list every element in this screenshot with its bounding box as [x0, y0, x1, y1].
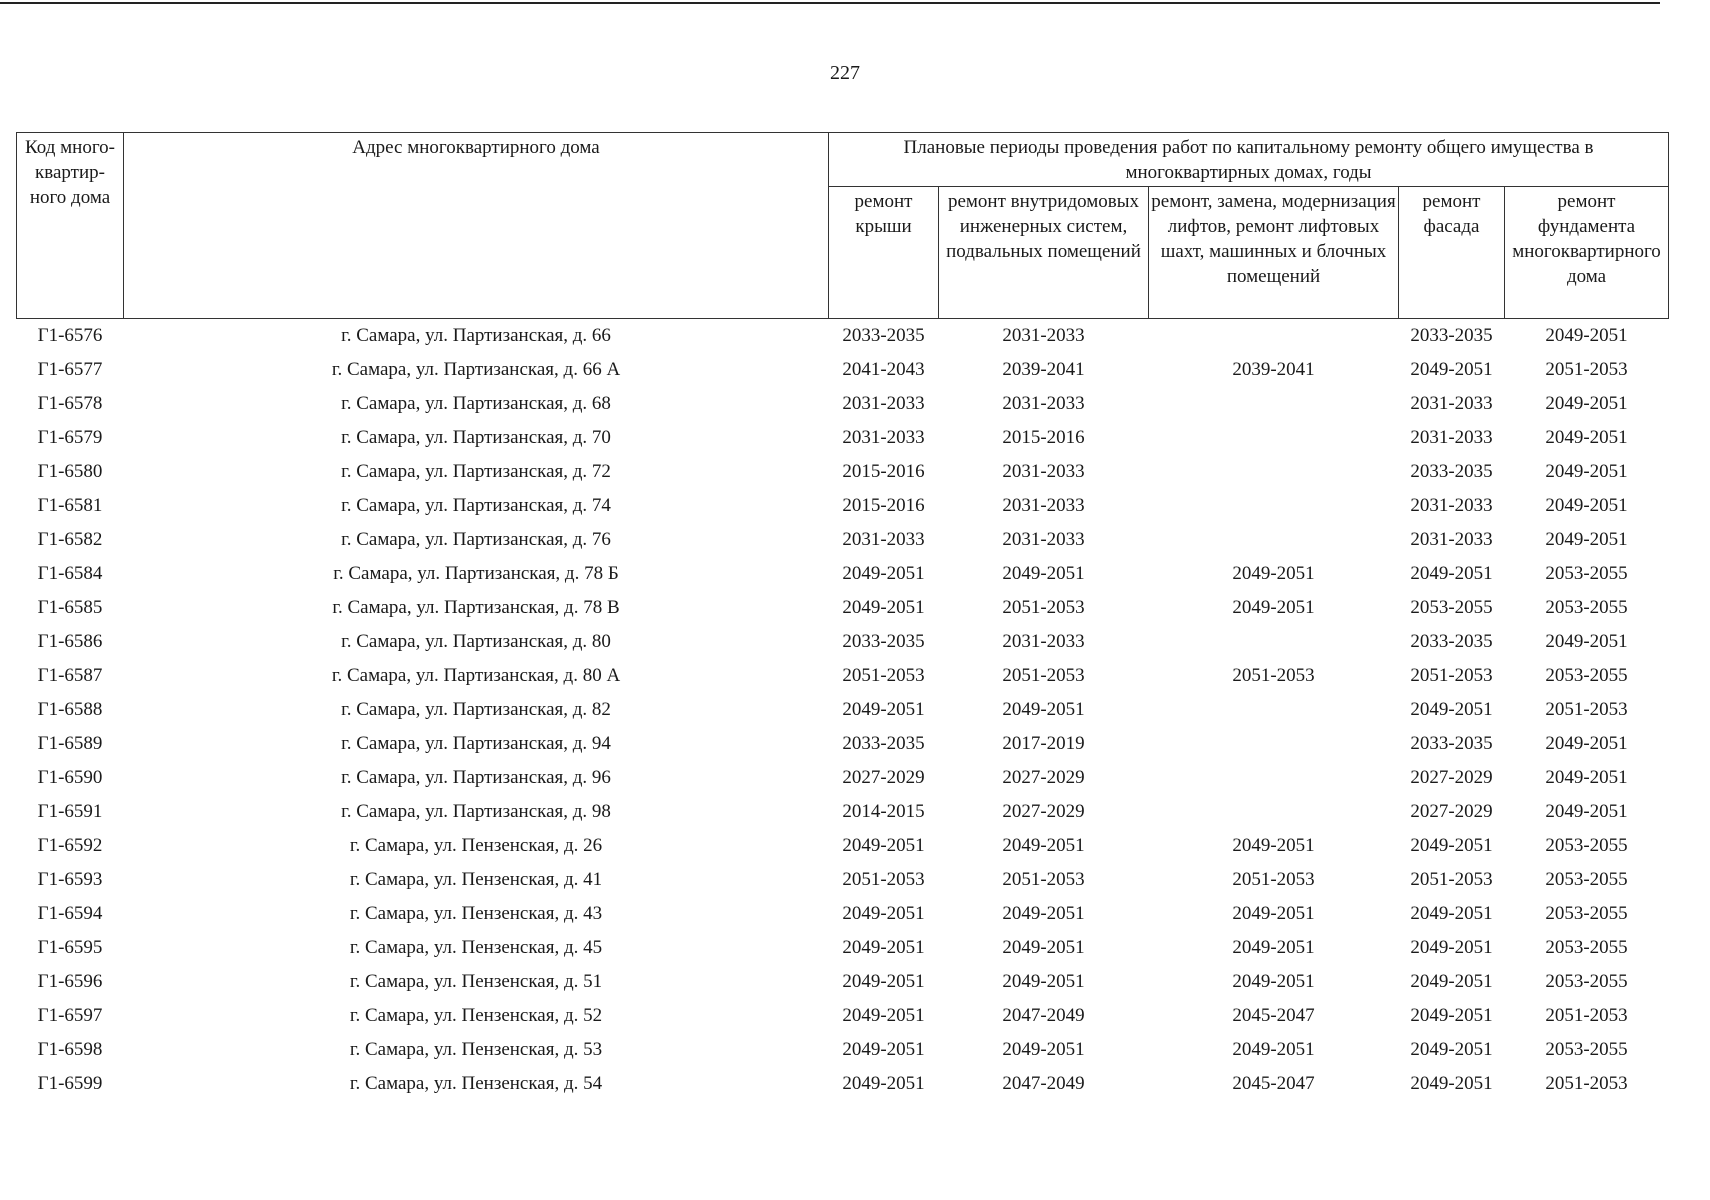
cell-engineering: 2031-2033 [1002, 461, 1085, 482]
cell-roof: 2033-2035 [842, 733, 925, 754]
cell-elevators: 2051-2053 [1232, 665, 1315, 686]
cell-address: г. Самара, ул. Партизанская, д. 72 [341, 461, 611, 482]
cell-elevators [1149, 523, 1399, 557]
cell-facade: 2049-2051 [1410, 359, 1493, 380]
cell-code: Г1-6584 [37, 563, 103, 584]
cell-address: г. Самара, ул. Партизанская, д. 68 [341, 393, 611, 414]
cell-code: Г1-6580 [37, 461, 103, 482]
cell-engineering: 2031-2033 [1002, 393, 1085, 414]
cell-address: г. Самара, ул. Партизанская, д. 74 [341, 495, 611, 516]
table-row [17, 625, 1669, 659]
cell-foundation: 2051-2053 [1545, 359, 1628, 380]
table-row [17, 931, 1669, 965]
cell-foundation: 2051-2053 [1545, 699, 1628, 720]
cell-roof: 2015-2016 [842, 461, 925, 482]
cell-elevators [1149, 761, 1399, 795]
cell-elevators [1149, 319, 1399, 354]
cell-facade: 2049-2051 [1410, 971, 1493, 992]
cell-code: Г1-6581 [37, 495, 103, 516]
cell-foundation: 2053-2055 [1545, 937, 1628, 958]
cell-elevators [1149, 727, 1399, 761]
table-row [17, 897, 1669, 931]
cell-engineering: 2051-2053 [1002, 597, 1085, 618]
table-row [17, 489, 1669, 523]
cell-code: Г1-6588 [37, 699, 103, 720]
cell-elevators: 2049-2051 [1232, 835, 1315, 856]
cell-address: г. Самара, ул. Партизанская, д. 80 [341, 631, 611, 652]
cell-engineering: 2027-2029 [1002, 767, 1085, 788]
cell-roof: 2049-2051 [842, 971, 925, 992]
cell-foundation: 2049-2051 [1545, 801, 1628, 822]
cell-code: Г1-6579 [37, 427, 103, 448]
cell-facade: 2051-2053 [1410, 665, 1493, 686]
cell-facade: 2049-2051 [1410, 1005, 1493, 1026]
table-row [17, 591, 1669, 625]
cell-facade: 2053-2055 [1410, 597, 1493, 618]
cell-code: Г1-6578 [37, 393, 103, 414]
cell-address: г. Самара, ул. Партизанская, д. 98 [341, 801, 611, 822]
cell-roof: 2049-2051 [842, 597, 925, 618]
cell-elevators [1149, 489, 1399, 523]
cell-elevators [1149, 625, 1399, 659]
cell-elevators: 2049-2051 [1232, 937, 1315, 958]
cell-roof: 2015-2016 [842, 495, 925, 516]
cell-engineering: 2049-2051 [1002, 563, 1085, 584]
table-row [17, 965, 1669, 999]
cell-elevators [1149, 455, 1399, 489]
cell-engineering: 2049-2051 [1002, 835, 1085, 856]
cell-code: Г1-6587 [37, 665, 103, 686]
cell-foundation: 2049-2051 [1545, 461, 1628, 482]
cell-address: г. Самара, ул. Партизанская, д. 80 А [331, 665, 621, 686]
table-body [17, 319, 1669, 1102]
cell-elevators [1149, 795, 1399, 829]
cell-roof: 2049-2051 [842, 1073, 925, 1094]
cell-engineering: 2051-2053 [1002, 665, 1085, 686]
cell-address: г. Самара, ул. Пензенская, д. 41 [349, 869, 603, 890]
table-row [17, 659, 1669, 693]
cell-elevators [1149, 387, 1399, 421]
cell-code: Г1-6576 [37, 325, 103, 346]
header-foundation: ремонт фундамента многоквартирного дома [1505, 187, 1669, 319]
cell-engineering: 2039-2041 [1002, 359, 1085, 380]
cell-address: г. Самара, ул. Пензенская, д. 54 [349, 1073, 603, 1094]
cell-address: г. Самара, ул. Пензенская, д. 51 [349, 971, 603, 992]
cell-facade: 2049-2051 [1410, 903, 1493, 924]
cell-elevators: 2051-2053 [1232, 869, 1315, 890]
cell-facade: 2033-2035 [1410, 461, 1493, 482]
cell-elevators: 2049-2051 [1232, 971, 1315, 992]
cell-engineering: 2049-2051 [1002, 1039, 1085, 1060]
cell-elevators: 2049-2051 [1232, 563, 1315, 584]
cell-roof: 2049-2051 [842, 1005, 925, 1026]
cell-foundation: 2053-2055 [1545, 971, 1628, 992]
cell-address: г. Самара, ул. Пензенская, д. 53 [349, 1039, 603, 1060]
cell-foundation: 2053-2055 [1545, 597, 1628, 618]
cell-foundation: 2053-2055 [1545, 1039, 1628, 1060]
cell-code: Г1-6590 [37, 767, 103, 788]
cell-foundation: 2051-2053 [1545, 1073, 1628, 1094]
header-engineering: ремонт внутридомовых инженерных систем, подвальных помещений [939, 187, 1149, 319]
cell-foundation: 2053-2055 [1545, 563, 1628, 584]
cell-code: Г1-6594 [37, 903, 103, 924]
cell-code: Г1-6593 [37, 869, 103, 890]
cell-engineering: 2049-2051 [1002, 971, 1085, 992]
cell-facade: 2031-2033 [1410, 529, 1493, 550]
cell-foundation: 2051-2053 [1545, 1005, 1628, 1026]
cell-facade: 2027-2029 [1410, 767, 1493, 788]
cell-foundation: 2049-2051 [1545, 529, 1628, 550]
cell-code: Г1-6596 [37, 971, 103, 992]
cell-engineering: 2047-2049 [1002, 1005, 1085, 1026]
cell-roof: 2031-2033 [842, 427, 925, 448]
cell-foundation: 2053-2055 [1545, 835, 1628, 856]
cell-address: г. Самара, ул. Партизанская, д. 94 [341, 733, 611, 754]
cell-code: Г1-6582 [37, 529, 103, 550]
cell-foundation: 2049-2051 [1545, 393, 1628, 414]
cell-address: г. Самара, ул. Партизанская, д. 78 В [332, 597, 620, 618]
table-row [17, 353, 1669, 387]
table-row [17, 795, 1669, 829]
cell-engineering: 2031-2033 [1002, 631, 1085, 652]
cell-facade: 2033-2035 [1410, 733, 1493, 754]
cell-roof: 2051-2053 [842, 665, 925, 686]
cell-code: Г1-6577 [37, 359, 103, 380]
cell-roof: 2049-2051 [842, 699, 925, 720]
cell-roof: 2049-2051 [842, 937, 925, 958]
cell-engineering: 2051-2053 [1002, 869, 1085, 890]
cell-engineering: 2027-2029 [1002, 801, 1085, 822]
cell-address: г. Самара, ул. Пензенская, д. 26 [349, 835, 603, 856]
cell-elevators: 2045-2047 [1232, 1073, 1315, 1094]
cell-roof: 2014-2015 [842, 801, 925, 822]
cell-address: г. Самара, ул. Пензенская, д. 43 [349, 903, 603, 924]
table-row [17, 319, 1669, 354]
cell-roof: 2033-2035 [842, 631, 925, 652]
cell-address: г. Самара, ул. Пензенская, д. 45 [349, 937, 603, 958]
cell-foundation: 2049-2051 [1545, 495, 1628, 516]
cell-address: г. Самара, ул. Партизанская, д. 82 [341, 699, 611, 720]
table-row [17, 999, 1669, 1033]
table-row [17, 557, 1669, 591]
cell-facade: 2033-2035 [1410, 631, 1493, 652]
header-address: Адрес многоквартирного дома [124, 133, 829, 319]
cell-roof: 2049-2051 [842, 1039, 925, 1060]
table-row [17, 387, 1669, 421]
cell-address: г. Самара, ул. Партизанская, д. 66 [341, 325, 611, 346]
cell-address: г. Самара, ул. Партизанская, д. 76 [341, 529, 611, 550]
cell-facade: 2027-2029 [1410, 801, 1493, 822]
cell-facade: 2049-2051 [1410, 937, 1493, 958]
cell-code: Г1-6598 [37, 1039, 103, 1060]
cell-foundation: 2049-2051 [1545, 733, 1628, 754]
page-number: 227 [830, 62, 860, 84]
cell-code: Г1-6597 [37, 1005, 103, 1026]
cell-roof: 2041-2043 [842, 359, 925, 380]
cell-engineering: 2047-2049 [1002, 1073, 1085, 1094]
cell-code: Г1-6586 [37, 631, 103, 652]
cell-elevators: 2049-2051 [1232, 597, 1315, 618]
table-row [17, 863, 1669, 897]
cell-engineering: 2031-2033 [1002, 529, 1085, 550]
table-row [17, 523, 1669, 557]
cell-address: г. Самара, ул. Партизанская, д. 96 [341, 767, 611, 788]
cell-facade: 2049-2051 [1410, 699, 1493, 720]
cell-facade: 2033-2035 [1410, 325, 1493, 346]
table-row [17, 1067, 1669, 1101]
cell-code: Г1-6592 [37, 835, 103, 856]
cell-address: г. Самара, ул. Партизанская, д. 66 А [331, 359, 621, 380]
header-periods-group: Плановые периоды проведения работ по капитальному ремонту общего имущества в многоквартирных домах, годы [829, 133, 1669, 187]
cell-engineering: 2049-2051 [1002, 937, 1085, 958]
cell-engineering: 2049-2051 [1002, 903, 1085, 924]
cell-code: Г1-6589 [37, 733, 103, 754]
header-row-group [17, 133, 1669, 187]
cell-foundation: 2049-2051 [1545, 325, 1628, 346]
capital-repair-table [16, 132, 1669, 1101]
cell-elevators: 2045-2047 [1232, 1005, 1315, 1026]
cell-code: Г1-6585 [37, 597, 103, 618]
cell-elevators: 2039-2041 [1232, 359, 1315, 380]
cell-code: Г1-6591 [37, 801, 103, 822]
cell-roof: 2031-2033 [842, 393, 925, 414]
cell-roof: 2027-2029 [842, 767, 925, 788]
table-row [17, 693, 1669, 727]
header-code: Код много-квартир-ного дома [17, 133, 124, 319]
cell-facade: 2031-2033 [1410, 495, 1493, 516]
cell-elevators: 2049-2051 [1232, 1039, 1315, 1060]
cell-foundation: 2049-2051 [1545, 631, 1628, 652]
header-elevators: ремонт, замена, модернизация лифтов, ремонт лифтовых шахт, машинных и блочных помещений [1149, 187, 1399, 319]
cell-engineering: 2049-2051 [1002, 699, 1085, 720]
cell-facade: 2031-2033 [1410, 393, 1493, 414]
table-row [17, 761, 1669, 795]
cell-foundation: 2049-2051 [1545, 767, 1628, 788]
cell-engineering: 2015-2016 [1002, 427, 1085, 448]
table-row [17, 421, 1669, 455]
cell-engineering: 2031-2033 [1002, 325, 1085, 346]
cell-facade: 2049-2051 [1410, 835, 1493, 856]
table-row [17, 829, 1669, 863]
cell-foundation: 2053-2055 [1545, 903, 1628, 924]
cell-elevators [1149, 421, 1399, 455]
cell-roof: 2049-2051 [842, 903, 925, 924]
table-row [17, 455, 1669, 489]
cell-facade: 2031-2033 [1410, 427, 1493, 448]
cell-code: Г1-6599 [37, 1073, 103, 1094]
cell-roof: 2049-2051 [842, 563, 925, 584]
cell-address: г. Самара, ул. Партизанская, д. 70 [341, 427, 611, 448]
cell-roof: 2033-2035 [842, 325, 925, 346]
cell-roof: 2031-2033 [842, 529, 925, 550]
cell-facade: 2051-2053 [1410, 869, 1493, 890]
cell-facade: 2049-2051 [1410, 1039, 1493, 1060]
top-rule [0, 2, 1660, 4]
cell-elevators [1149, 693, 1399, 727]
header-facade: ремонт фасада [1399, 187, 1505, 319]
cell-foundation: 2049-2051 [1545, 427, 1628, 448]
table-row [17, 1033, 1669, 1067]
cell-code: Г1-6595 [37, 937, 103, 958]
header-roof: ремонт крыши [829, 187, 939, 319]
cell-foundation: 2053-2055 [1545, 665, 1628, 686]
cell-address: г. Самара, ул. Пензенская, д. 52 [349, 1005, 603, 1026]
cell-address: г. Самара, ул. Партизанская, д. 78 Б [333, 563, 619, 584]
table-row [17, 727, 1669, 761]
cell-facade: 2049-2051 [1410, 563, 1493, 584]
cell-roof: 2051-2053 [842, 869, 925, 890]
cell-engineering: 2017-2019 [1002, 733, 1085, 754]
cell-engineering: 2031-2033 [1002, 495, 1085, 516]
cell-facade: 2049-2051 [1410, 1073, 1493, 1094]
cell-elevators: 2049-2051 [1232, 903, 1315, 924]
cell-roof: 2049-2051 [842, 835, 925, 856]
cell-foundation: 2053-2055 [1545, 869, 1628, 890]
